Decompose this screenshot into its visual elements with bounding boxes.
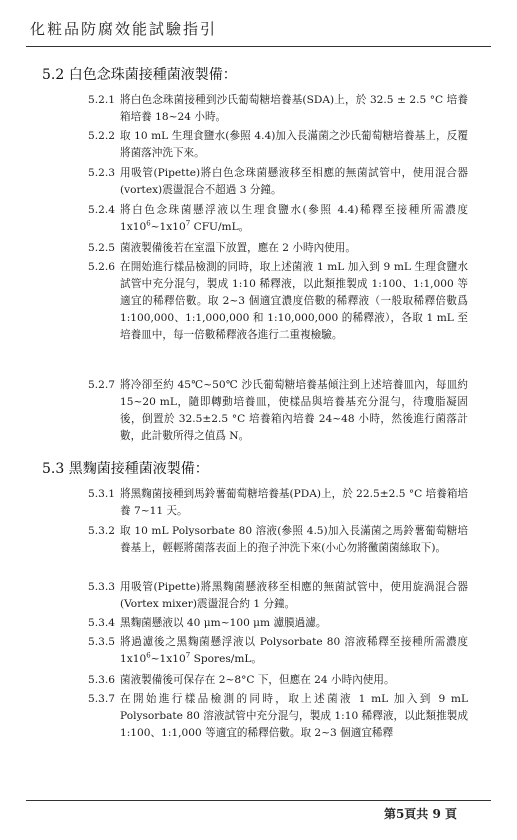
paragraph-5-3-2 [88, 523, 468, 557]
item-number: 5.2.2 [88, 130, 115, 142]
section-heading-5-2: 5.2 白色念珠菌接種菌液製備： [42, 67, 237, 83]
page-number: 第5頁共 9 頁 [383, 807, 457, 821]
paragraph-5-2-4 [88, 202, 468, 236]
item-text: 取 10 mL 生理食鹽水(參照 4.4)加入長滿菌之沙氏葡萄糖培養基上，反覆將菌落沖洗下來。 [120, 130, 468, 159]
item-number: 5.2.6 [88, 261, 115, 273]
item-number: 5.2.5 [88, 242, 115, 254]
item-text: 在開始進行樣品檢測的同時，取上述菌液 1 mL 加入到 9 mL Polysorbate 80 溶液試管中充分混勻，製成 1:10 稀釋液，以此類推製成 1:100、1:1,000 等適宜的稀釋倍數。取 2~3 個適宜稀釋 [120, 693, 468, 739]
document-header-title: 化粧品防腐效能試驗指引 [30, 20, 218, 38]
paragraph-5-3-7 [88, 691, 468, 742]
item-text: 將白色念珠菌接種到沙氏葡萄糖培養基(SDA)上，於 32.5 ± 2.5 °C 培養箱培養 18~24 小時。 [120, 94, 468, 123]
item-number: 5.3.1 [88, 488, 115, 500]
section-heading-5-3: 5.3 黑麴菌接種菌液製備： [42, 461, 209, 477]
paragraph-5-3-4 [88, 615, 468, 632]
item-number: 5.3.7 [88, 693, 115, 705]
paragraph-5-2-7 [88, 377, 468, 445]
item-number: 5.3.6 [88, 674, 115, 686]
paragraph-5-2-6 [88, 259, 468, 344]
item-text: 黑麴菌懸液以 40 μm~100 μm 濾膜過濾。 [120, 617, 327, 629]
item-number: 5.2.4 [88, 204, 115, 216]
item-text: 取 10 mL Polysorbate 80 溶液(參照 4.5)加入長滿菌之馬鈴薯葡萄糖培養基上，輕輕將菌落表面上的孢子沖洗下來(小心勿將黴菌菌絲取下)。 [120, 525, 468, 554]
footer-divider [26, 800, 491, 801]
item-text: 將黑麴菌接種到馬鈴薯葡萄糖培養基(PDA)上，於 22.5±2.5 °C 培養箱培養 7~11 天。 [120, 488, 469, 517]
item-text: 菌液製備後可保存在 2~8°C 下，但應在 24 小時內使用。 [120, 674, 395, 686]
item-number: 5.2.3 [88, 167, 115, 179]
item-number: 5.3.3 [88, 581, 115, 593]
item-text: 用吸管(Pipette)將黑麴菌懸液移至相應的無菌試管中，使用旋渦混合器(Vortex mixer)震盪混合約 1 分鐘。 [120, 581, 468, 610]
item-number: 5.3.5 [88, 636, 115, 648]
item-text: 菌液製備後若在室溫下放置，應在 2 小時內使用。 [120, 242, 356, 254]
paragraph-5-2-1 [88, 92, 468, 126]
paragraph-5-2-5 [88, 240, 468, 257]
paragraph-5-3-6 [88, 672, 468, 689]
item-text: 用吸管(Pipette)將白色念珠菌懸液移至相應的無菌試管中，使用混合器(vortex)震盪混合不超過 3 分鐘。 [120, 167, 468, 196]
item-number: 5.3.2 [88, 525, 115, 537]
item-text: 將過濾後之黑麴菌懸浮液以 Polysorbate 80 溶液稀釋至接種所需濃度 $1x10^6\sim 1x10^7$ Spores/mL。 [120, 636, 468, 665]
paragraph-5-3-3 [88, 579, 468, 613]
item-number: 5.2.1 [88, 94, 115, 106]
paragraph-5-3-5 [88, 634, 468, 668]
item-text: 將冷卻至約 45℃~50℃ 沙氏葡萄糖培養基傾注到上述培養皿內，每皿約 15~20 mL，隨即轉動培養皿，使樣品與培養基充分混勻，待瓊脂凝固後，倒置於 32.5±2.5 °C 培養箱內培養 24~48 小時，然後進行菌落計數，此計數所得之值爲 N。 [120, 379, 468, 442]
item-number: 5.2.7 [88, 379, 115, 391]
header-divider [26, 46, 491, 47]
item-number: 5.3.4 [88, 617, 115, 629]
paragraph-5-2-2 [88, 128, 468, 162]
item-text: 在開始進行樣品檢測的同時，取上述菌液 1 mL 加入到 9 mL 生理食鹽水試管中充分混勻，製成 1:10 稀釋液，以此類推製成 1:100、1:1,000 等適宜的稀釋倍數。取 2~3 個適宜濃度倍數的稀釋液（一般取稀釋倍數爲 1:100,000、1:1,000,000 和 1:10,000,000 的稀釋液），各取 1 mL 至培養皿中，每一倍數稀釋液各進行二重複檢驗。 [120, 261, 468, 341]
item-text: 將白色念珠菌懸浮液以生理食鹽水(參照 4.4)稀釋至接種所需濃度 $1x10^6\sim 1x10^7$ CFU/mL。 [120, 204, 468, 233]
paragraph-5-2-3 [88, 165, 468, 199]
paragraph-5-3-1 [88, 486, 468, 520]
